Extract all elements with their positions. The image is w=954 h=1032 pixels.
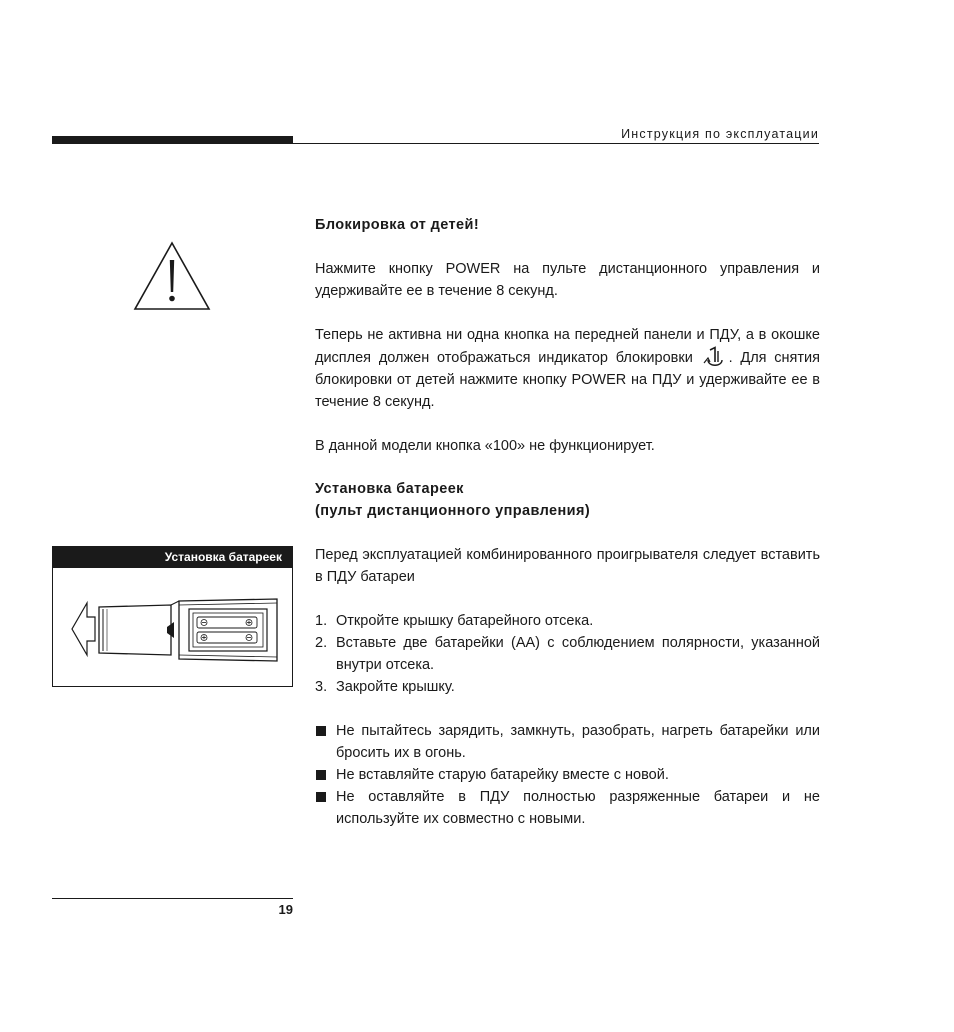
battery-cover [99, 605, 171, 655]
page-number: 19 [278, 902, 293, 917]
step-text: Закройте крышку. [336, 679, 455, 695]
child-lock-p2-after: . Для снятия блокировки от детей нажмите кнопку POWER на ПДУ и удерживайте ее в течение 8 секунд. [315, 350, 820, 410]
batteries-heading-line2: (пульт дистанционного управления) [315, 503, 591, 519]
step-number: 1. [315, 613, 328, 629]
list-item [315, 610, 820, 632]
bullet-square-icon [316, 726, 326, 736]
bullet-square-icon [316, 792, 326, 802]
list-item [315, 764, 820, 786]
batteries-intro: Перед эксплуатацией комбинированного проигрывателя следует вставить в ПДУ батареи [315, 547, 820, 585]
battery-warnings-list [315, 720, 820, 830]
warning-triangle-icon [132, 240, 212, 312]
list-item [315, 632, 820, 676]
running-header: Инструкция по эксплуатации [621, 127, 819, 141]
child-lock-paragraph-1: Нажмите кнопку POWER на пульте дистанционного управления и удерживайте ее в течение 8 секунд. [315, 261, 820, 299]
slide-arrow-icon [72, 603, 95, 655]
warning-text: Не вставляйте старую батарейку вместе с новой. [336, 767, 669, 783]
step-text: Откройте крышку батарейного отсека. [336, 613, 594, 629]
list-item [315, 720, 820, 764]
battery-compartment-illustration [67, 589, 281, 669]
child-lock-paragraph-2 [315, 324, 820, 413]
step-text: Вставьте две батарейки (AA) с соблюдением полярности, указанной внутри отсека. [336, 635, 820, 673]
header-bar [52, 136, 293, 144]
list-item [315, 676, 820, 698]
figure-caption: Установка батареек [53, 547, 292, 568]
step-number: 3. [315, 679, 328, 695]
battery-steps-list [315, 610, 820, 698]
child-lock-paragraph-3: В данной модели кнопка «100» не функционирует. [315, 438, 655, 454]
warning-text: Не оставляйте в ПДУ полностью разряженные батареи и не используйте их совместно с новыми. [336, 789, 820, 827]
child-lock-p2-before: Теперь не активна ни одна кнопка на передней панели и ПДУ, а в окошке дисплея должен отображаться индикатор блокировки [315, 327, 820, 366]
warning-text: Не пытайтесь зарядить, замкнуть, разобрать, нагреть батарейки или бросить их в огонь. [336, 723, 820, 761]
header-rule [293, 143, 819, 144]
step-number: 2. [315, 635, 328, 651]
bullet-square-icon [316, 770, 326, 780]
child-lock-heading: Блокировка от детей! [315, 217, 480, 233]
batteries-heading-line1: Установка батареек [315, 481, 464, 497]
batteries-section [315, 478, 820, 830]
footer-rule [52, 898, 293, 899]
battery-figure [52, 546, 293, 687]
list-item [315, 786, 820, 830]
remote-body [179, 599, 277, 661]
child-lock-section [315, 214, 820, 457]
lock-indicator-icon [701, 346, 729, 368]
